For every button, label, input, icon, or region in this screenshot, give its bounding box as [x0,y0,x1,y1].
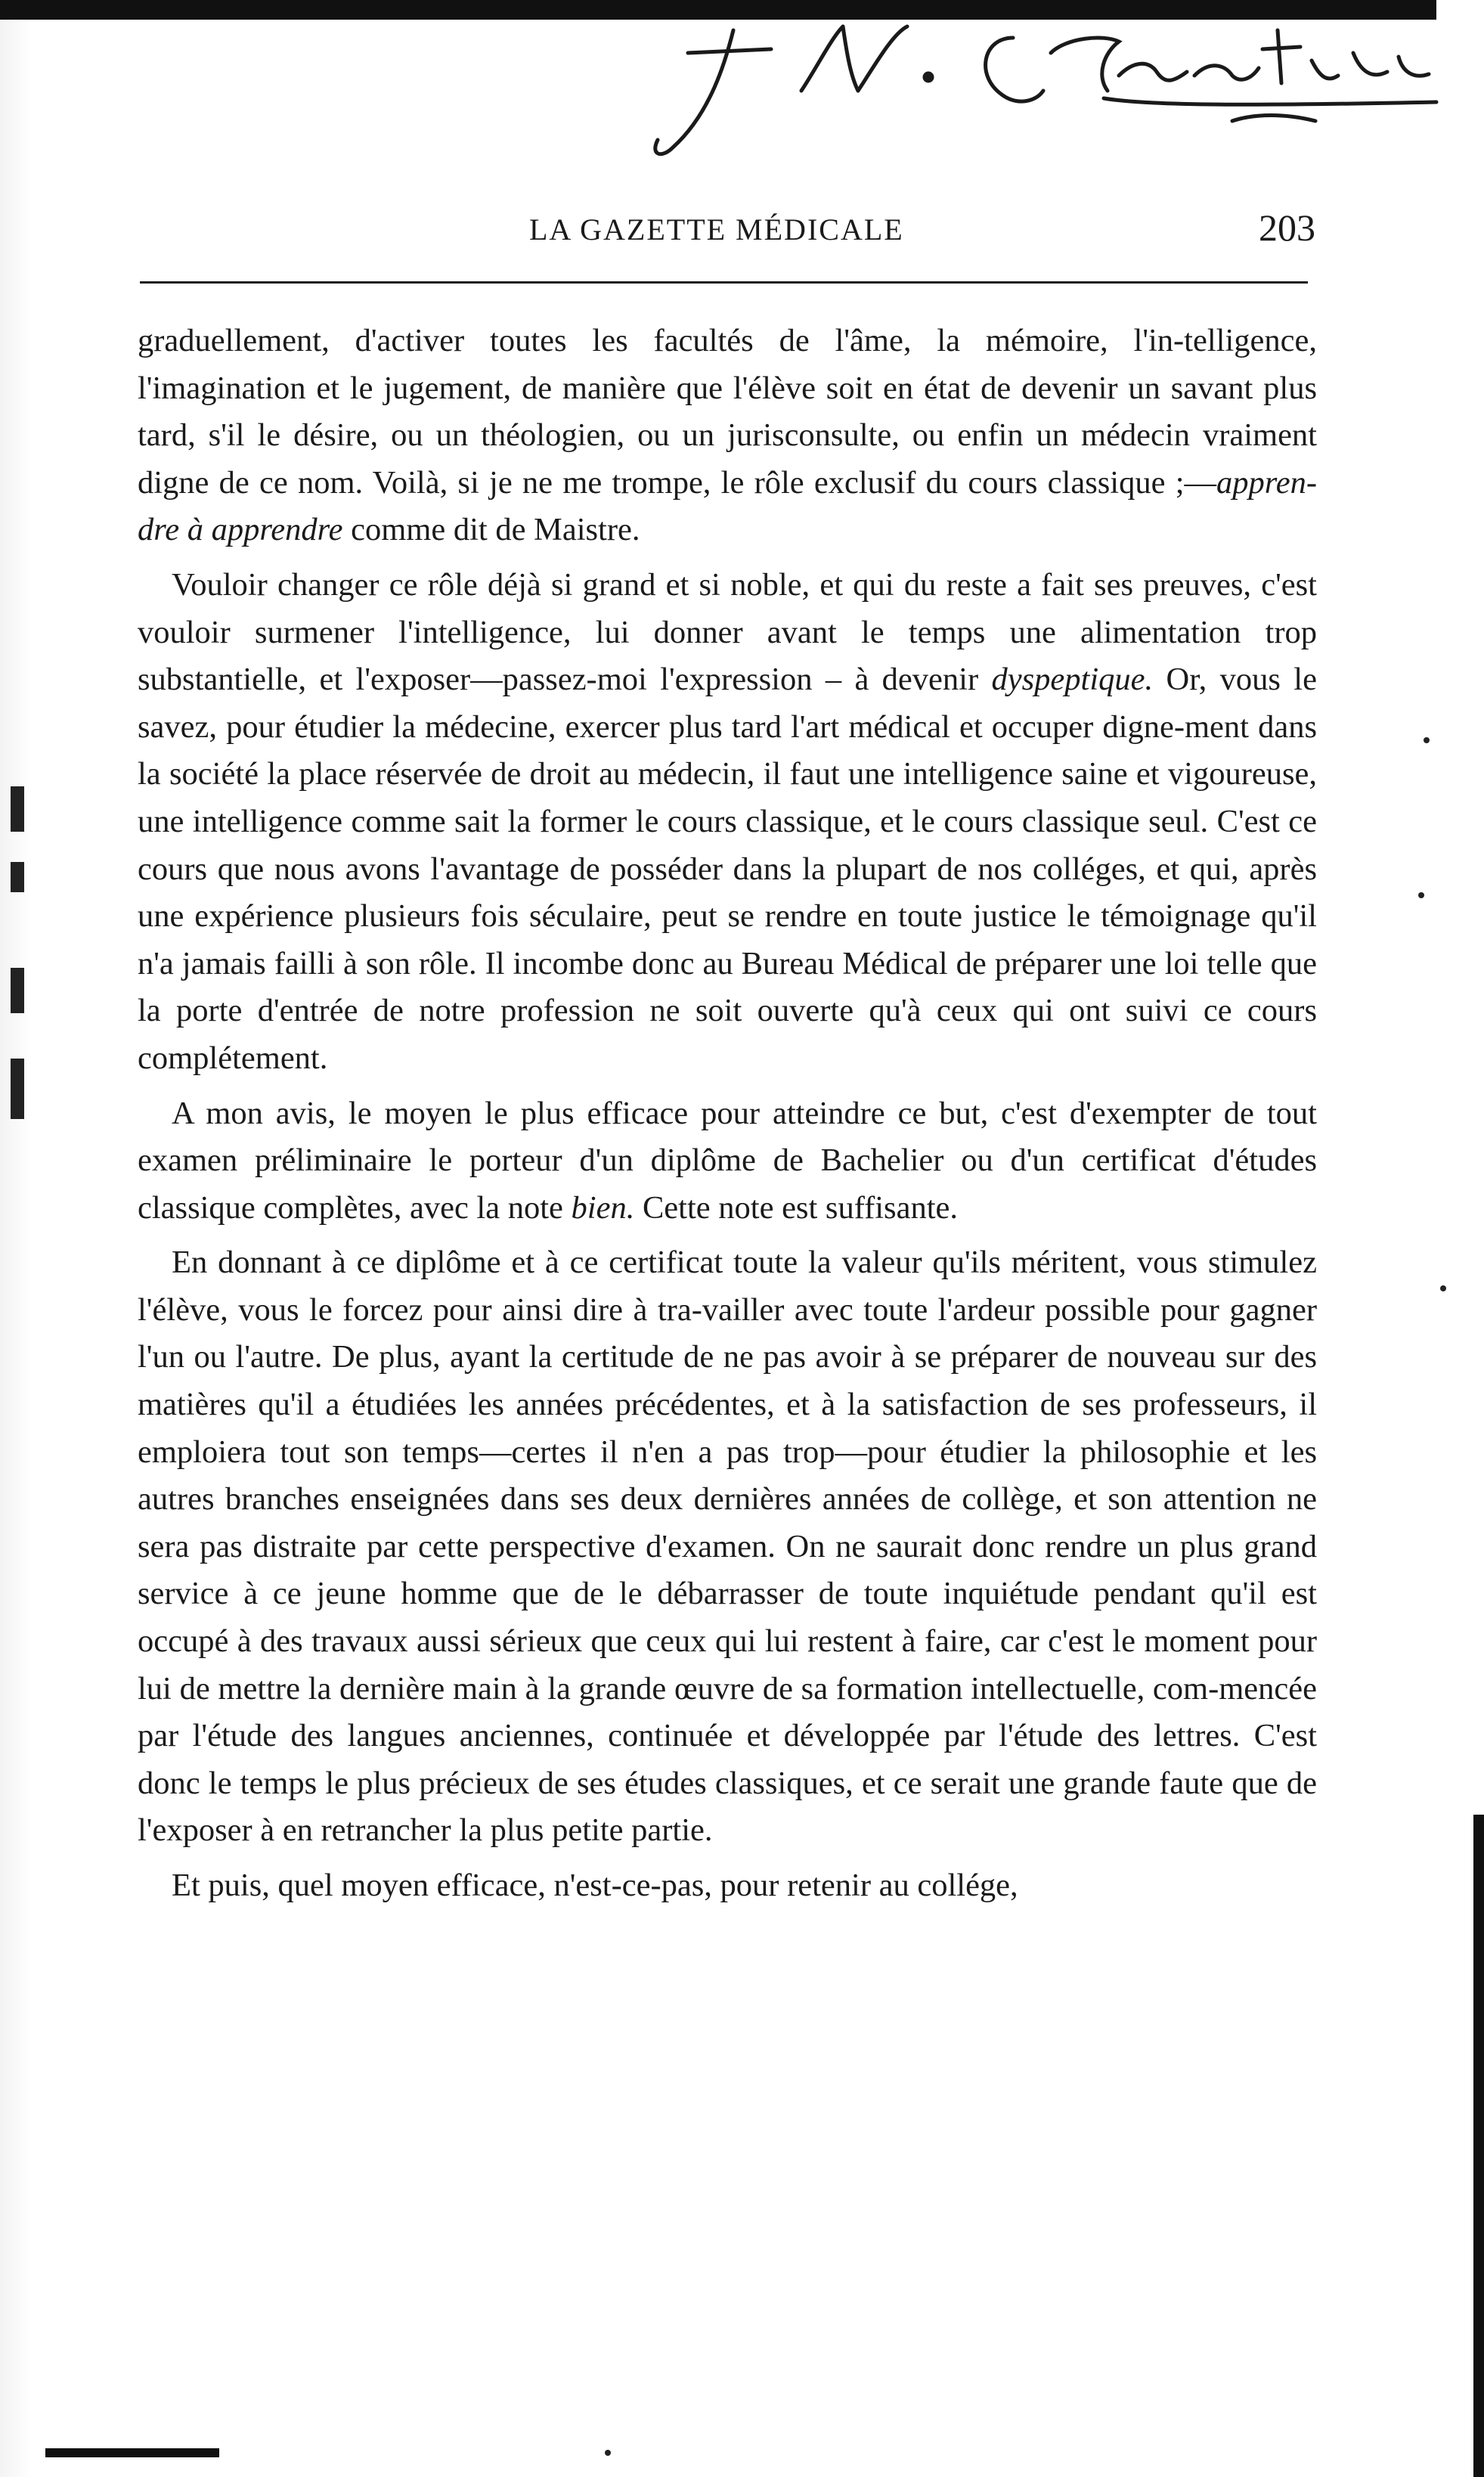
scan-edge-mark [11,786,24,832]
scan-bottom-mark [45,2448,219,2457]
scan-edge-mark [11,1059,24,1119]
scan-left-edge [0,20,45,2477]
paragraph [138,318,1317,554]
paragraph-text: Vouloir changer ce rôle déjà si grand et si noble, et qui du reste a fait ses preuves, c'est vouloir surmener l'intelligence, lui donner avant le temps une alimentation trop substantielle, et l'exposer—passez-moi l'expression – à devenir [138,566,1317,698]
italic-word: bien. [571,1189,635,1226]
signature-strokes [575,8,1444,166]
article-body [138,318,1317,1917]
journal-title: LA GAZETTE MÉDICALE [529,212,904,246]
paragraph-text: Or, vous le savez, pour étudier la médecine, exercer plus tard l'art médical et occuper digne-ment dans la société la place réservée de droit au médecin, il faut une intelligence saine et vigoureuse, une intelligence comme sait la former le cours classique, et le cours classique seul. C'est ce cours que nous avons l'avantage de posséder dans la plupart de nos colléges, et qui, après une expérience plusieurs fois séculaire, peut se rendre en toute justice le témoignage qu'il n'a jamais failli à son rôle. Il incombe donc au Bureau Médical de préparer une loi telle que la porte d'entrée de notre profession ne soit ouverte qu'à ceux qui ont suivi ce cours complétement. [138,662,1317,1076]
page-number: 203 [1259,206,1315,249]
paragraph-text: comme dit de Maistre. [342,512,640,548]
stray-mark [1440,1285,1446,1291]
paragraph [138,1239,1317,1855]
paragraph-text: En donnant à ce diplôme et à ce certificat toute la valeur qu'ils méritent, vous stimulez l'élève, vous le forcez pour ainsi dire à tra-vailler avec toute l'ardeur possible pour gagner l'un ou l'autre. De plus, ayant la certitude de ne pas avoir à se préparer de nouveau sur des matières qu'il a étudiées les années précédentes, et à la satisfaction de ses professeurs, il emploiera tout son temps—certes il n'en a pas trop—pour étudier la philosophie et les autres branches enseignées dans ses deux dernières années de collège, et son attention ne sera pas distraite par cette perspective d'examen. On ne saurait donc rendre un plus grand service à ce jeune homme que de le débarrasser de toute inquiétude pendant qu'il est occupé à des travaux aussi sérieux que ceux qui lui restent à faire, car c'est le moment pour lui de mettre la dernière main à la grande œuvre de sa formation intellectuelle, com-mencée par l'étude des langues anciennes, continuée et développée par l'étude des lettres. C'est donc le temps le plus précieux de ses études classiques, et ce serait une grande faute que de l'exposer à en retrancher la plus petite partie. [138,1245,1317,1849]
stray-mark [605,2450,611,2456]
paragraph [138,1862,1317,1910]
header-rule [140,281,1308,284]
italic-word: dyspeptique. [991,662,1154,698]
scan-edge-mark [11,862,24,892]
italic-phrase: appren-dre à apprendre [138,464,1317,548]
scan-right-edge [1473,1815,1484,2477]
handwritten-signature [575,8,1444,166]
paragraph-text: Et puis, quel moyen efficace, n'est-ce-pas, pour retenir au collége, [172,1868,1018,1903]
running-header [144,197,1315,257]
paragraph-text: graduellement, d'activer toutes les facultés de l'âme, la mémoire, l'in-telligence, l'imagination et le jugement, de manière que l'élève soit en état de devenir un savant plus tard, s'il le désire, ou un théologien, ou un jurisconsulte, ou enfin un médecin vraiment digne de ce nom. Voilà, si je ne me trompe, le rôle exclusif du cours classique ;— [138,323,1317,501]
scan-edge-mark [11,968,24,1013]
paragraph [138,1090,1317,1232]
paragraph-text: A mon avis, le moyen le plus efficace pour atteindre ce but, c'est d'exempter de tout examen préliminaire le porteur d'un diplôme de Bachelier ou d'un certificat d'études classique complètes, avec la note [138,1095,1317,1226]
stray-mark [1418,892,1424,898]
stray-mark [1424,737,1430,743]
paragraph-text: Cette note est suffisante. [634,1189,958,1226]
paragraph [138,562,1317,1083]
